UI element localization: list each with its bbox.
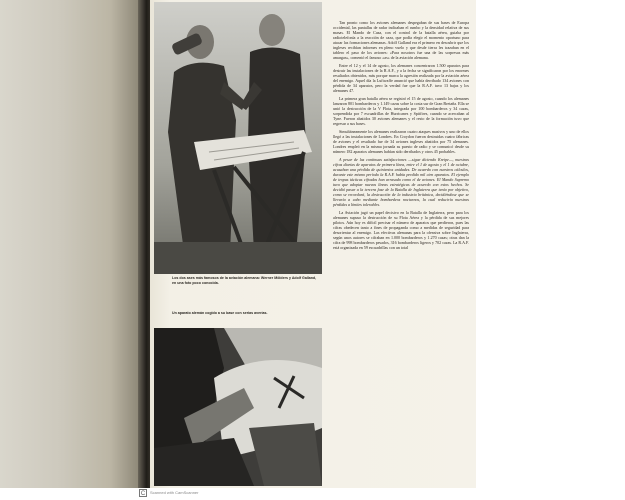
paragraph-5-quote: A pesar de las continuas satisfacciones —sigue diciendo Kreipe—, nuestras cifras diarias de aparatos de primera línea, entre el 1 de agosto y el 1 de octubre, acusaban una pérdida de quinientos unidades. De acuerdo con nuestros cálculos, durante este mismo período la R.A.F. había perdido mil cien aparatos. El ejemplo de tropas tácticas cifradas han arrasado como el de aviones. El Mando Supremo tuvo que adoptar nuevas líneas estratégicas de acuerdo con estos hechos. Se decidió pasar a la tercera fase de la Batalla de Inglaterra que tenía por objetivo, como se recordará, la destrucción de la industria británica, decidiéndose que se llevaría a cabo mediante bombardeos nocturnos, la cual reduciría nuestras pérdidas a límites tolerables. xyxy=(333,156,469,207)
aviators-figure xyxy=(154,2,322,274)
paragraph-6: La Aviación jugó un papel decisivo en la Batalla de Inglaterra, pero para los alemanes supuso la destrucción de su Flota Aérea y la pérdida de sus mejores pilotos. Aún hoy es difícil precisar el número de aparatos que perdieron, pues las cifras obedecen tanto a fines de propaganda como a medidas de seguridad para desorientar al enemigo. Las efectivas alemanas para la ofensiva sobre Inglaterra, según unos autores se cifraban en 1.000 bombarderos y 1.270 cazas; otras dan la cifra de 998 bombarderos pesados, 316 bombarderos ligeros y 702 cazas. La R.A.F. está organizada en 59 escuadrillas con un total xyxy=(333,209,469,250)
paragraph-2: Entre el 12 y el 14 de agosto, los alemanes concentraron 1.500 aparatos para destruir las instalaciones de la R.A.F., y a la fecha se significaron por los enormes resultados obtenidos, más porque marca la agresión realizada por la aviación aérea del enemigo. Aquel día la Luftwaffe anunció que había derribado 134 aviones con pérdida de 34 aparatos, pero la verdad fue que la R.A.F. tuvo 13 bajas y los alemanes 47. xyxy=(333,62,469,94)
paragraph-3: La primera gran batalla aérea se registró el 15 de agosto, cuando los alemanes lanzaron 801 bombarderos y 1.149 cazas sobre la costa sur de Gran Bretaña. Ella se unió la destrucción de la V Flota, integrada por 100 bombarderos y 34 cazas, sorprendida por 7 escuadrillas de Hurricanes y Spitfires, cuando se acercaban al Tyne. Fueron abatidos 30 aviones alemanes y el resto de la formación tuvo que regresar a sus bases. xyxy=(333,95,469,127)
paragraph-4: Simultáneamente los alemanes realizaron cuatro ataques masivos y uno de ellos llegó a las instalaciones de Londres. En Croydon fueron destruidas cuatro fábricas de aviones y el resultado fue de 34 aviones ingleses abatidos por 75 alemanes. Londres empleó en la misma jornada su puesto de radio y se comunicó desde su número 182 aparatos alemanes habían sido derribados y otros 45 probables. xyxy=(333,128,469,154)
caption-top: Los dos ases más famosos de la aviación alemana: Werner Mölders y Adolf Galland, en una foto poco conocida. xyxy=(172,276,317,285)
book-edge xyxy=(0,0,150,500)
article-text xyxy=(333,20,469,485)
caption-bottom: Un aparato alemán cogido a su base con serias averías. xyxy=(172,311,268,315)
paragraph-1: Tan pronto como los aviones alemanes despegaban de sus bases de Europa occidental, las pantallas de radar indicaban el rumbo y la densidad relativa de sus masas. El Mando de Caza, con el control de la batalla aérea, guiaba por radiotelefonía a la reacción de caza, que podía elegir el momento oportuno para atacar las formaciones alemanas. Adolf Galland era el primero en descubrir que los ingleses recibían informes en pleno vuelo y que desde tierra les trazaban en el tablero el paso de los aviones: «Para nosotros fue una de las sorpresas más amargas», comentó el famoso «as» de la aviación alemana. xyxy=(333,20,469,61)
camscanner-logo: C xyxy=(140,491,146,497)
aviators-photo xyxy=(154,2,322,274)
damaged-aircraft-photo xyxy=(154,328,322,486)
background-area xyxy=(476,0,625,500)
watermark-text: Scanned with CamScanner xyxy=(150,490,199,495)
footer-bar xyxy=(0,488,625,500)
damaged-aircraft-figure xyxy=(154,328,322,486)
